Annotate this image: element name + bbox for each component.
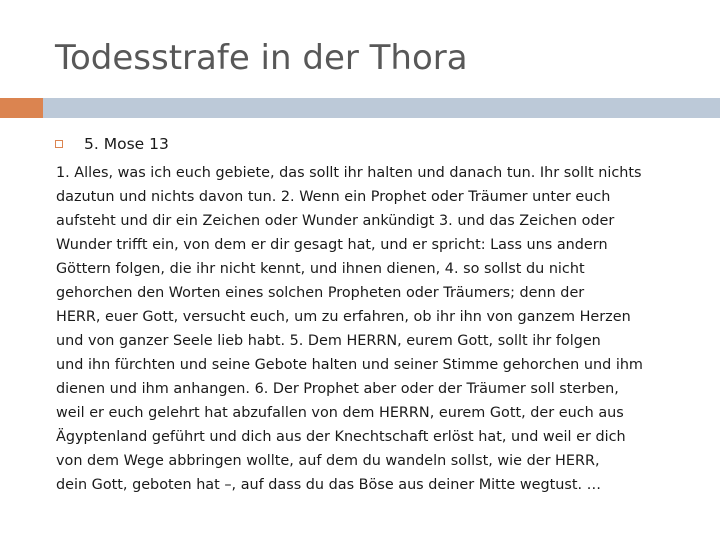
body-line: von dem Wege abbringen wollte, auf dem du wandeln sollst, wie der HERR, xyxy=(56,453,600,469)
body-line: dein Gott, geboten hat –, auf dass du das Böse aus deiner Mitte wegtust. … xyxy=(56,477,602,493)
accent-bar-orange xyxy=(0,98,43,118)
body-text xyxy=(56,161,708,497)
body-line: 1. Alles, was ich euch gebiete, das sollt ihr halten und danach tun. Ihr sollt nichts xyxy=(56,165,642,181)
accent-bar-blue xyxy=(43,98,720,118)
body-line: und von ganzer Seele lieb habt. 5. Dem HERRN, eurem Gott, sollt ihr folgen xyxy=(56,333,601,349)
body-line: Göttern folgen, die ihr nicht kennt, und ihnen dienen, 4. so sollst du nicht xyxy=(56,261,585,277)
body-line: Wunder trifft ein, von dem er dir gesagt hat, und er spricht: Lass uns andern xyxy=(56,237,608,253)
body-line: dazutun und nichts davon tun. 2. Wenn ein Prophet oder Träumer unter euch xyxy=(56,189,611,205)
body-line: HERR, euer Gott, versucht euch, um zu erfahren, ob ihr ihn von ganzem Herzen xyxy=(56,309,631,325)
body-line: und ihn fürchten und seine Gebote halten und seiner Stimme gehorchen und ihm xyxy=(56,357,643,373)
body-line: gehorchen den Worten eines solchen Propheten oder Träumers; denn der xyxy=(56,285,585,301)
body-line: Ägyptenland geführt und dich aus der Knechtschaft erlöst hat, und weil er dich xyxy=(56,429,626,445)
bullet-item xyxy=(55,133,169,155)
bullet-text: 5. Mose 13 xyxy=(84,135,169,153)
body-line: dienen und ihm anhangen. 6. Der Prophet aber oder der Träumer soll sterben, xyxy=(56,381,619,397)
body-line: aufsteht und dir ein Zeichen oder Wunder ankündigt 3. und das Zeichen oder xyxy=(56,213,615,229)
hollow-square-bullet-icon xyxy=(55,140,63,148)
slide-title: Todesstrafe in der Thora xyxy=(55,38,468,78)
body-line: weil er euch gelehrt hat abzufallen von dem HERRN, eurem Gott, der euch aus xyxy=(56,405,624,421)
